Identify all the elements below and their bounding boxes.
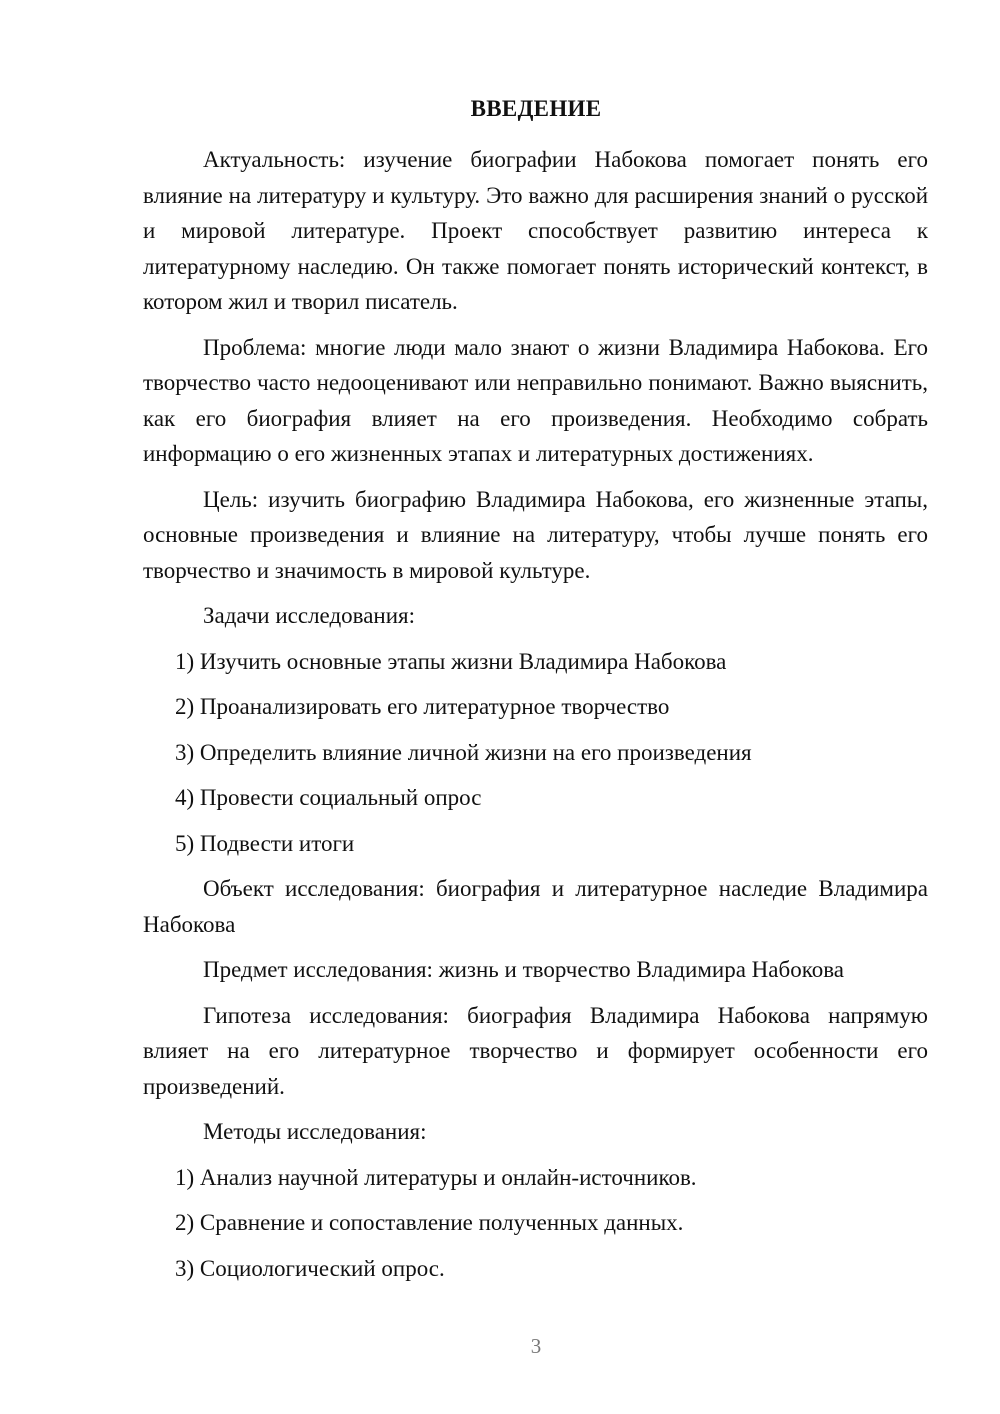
hypothesis-paragraph: Гипотеза исследования: биография Владимира Набокова напрямую влияет на его литературное творчество и формирует особенности его произведений. xyxy=(143,1002,928,1099)
page-body xyxy=(143,142,928,1296)
methods-list xyxy=(143,1160,928,1287)
list-item: 3) Определить влияние личной жизни на его произведения xyxy=(175,739,752,765)
methods-title: Методы исследования: xyxy=(203,1119,427,1144)
tasks-title: Задачи исследования: xyxy=(203,603,416,628)
relevance-paragraph: Актуальность: изучение биографии Набокова помогает понять его влияние на литературу и культуру. Это важно для расширения знаний о русской и мировой литературе. Проект способствует развитию интереса к литературному наследию. Он также помогает понять исторический контекст, в котором жил и творил писатель. xyxy=(143,147,928,314)
list-item: 1) Анализ научной литературы и онлайн-источников. xyxy=(175,1164,697,1190)
page-number: 3 xyxy=(530,1334,542,1358)
list-item: 3) Социологический опрос. xyxy=(175,1255,445,1281)
object-paragraph: Объект исследования: биография и литературное наследие Владимира Набокова xyxy=(143,876,928,937)
section-heading: ВВЕДЕНИЕ xyxy=(470,96,602,121)
problem-paragraph: Проблема: многие люди мало знают о жизни Владимира Набокова. Его творчество часто недооценивают или неправильно понимают. Важно выяснить, как его биография влияет на его произведения. Необходимо собрать информацию о его жизненных этапах и литературных достижениях. xyxy=(143,334,928,466)
subject-paragraph: Предмет исследования: жизнь и творчество Владимира Набокова xyxy=(203,957,844,982)
tasks-list xyxy=(143,644,928,862)
list-item: 4) Провести социальный опрос xyxy=(175,785,482,810)
list-item: 2) Проанализировать его литературное творчество xyxy=(175,694,670,719)
list-item: 5) Подвести итоги xyxy=(175,830,355,856)
goal-paragraph: Цель: изучить биографию Владимира Набокова, его жизненные этапы, основные произведения и влияние на литературу, чтобы лучше понять его творчество и значимость в мировой культуре. xyxy=(143,486,928,583)
list-item: 1) Изучить основные этапы жизни Владимира Набокова xyxy=(175,648,727,674)
list-item: 2) Сравнение и сопоставление полученных данных. xyxy=(175,1210,684,1235)
